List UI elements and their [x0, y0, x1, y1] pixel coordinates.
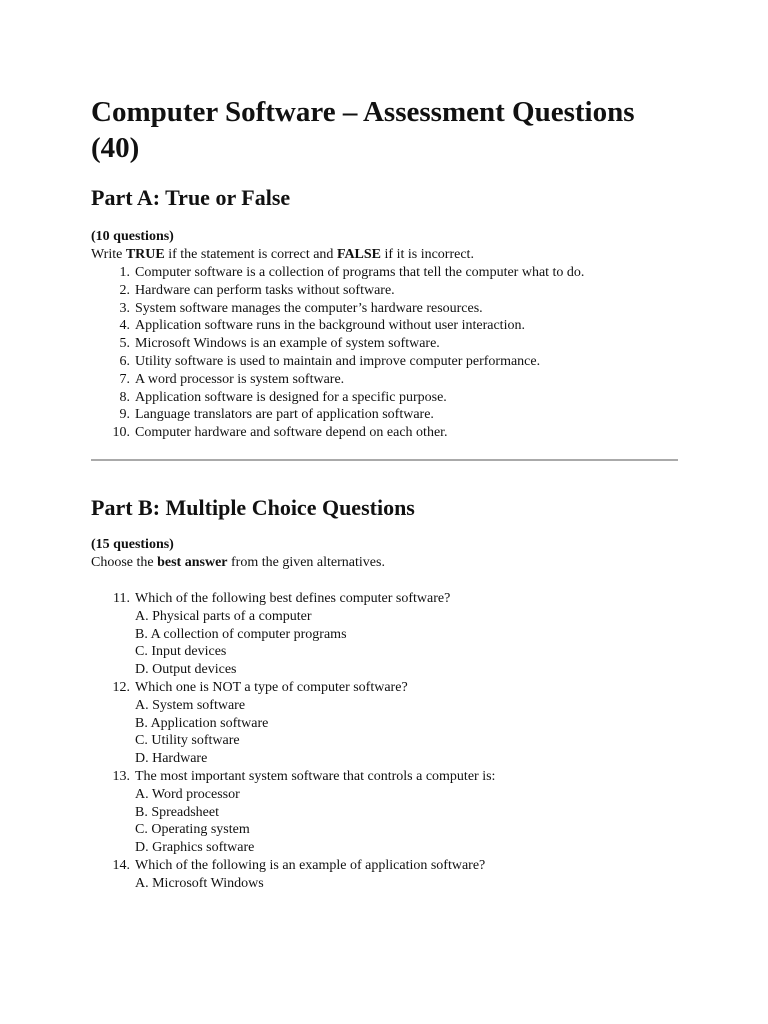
tf-question-item — [91, 353, 681, 371]
answer-option: A. Physical parts of a computer — [135, 608, 312, 624]
question-number — [91, 353, 135, 371]
mcq-question-item — [91, 679, 681, 768]
question-text: Computer software is a collection of programs that tell the computer what to do. — [135, 265, 585, 280]
answer-option: D. Graphics software — [135, 840, 255, 856]
mcq-question-row — [91, 857, 681, 875]
instruction-text: Choose the — [91, 554, 158, 570]
instruction-text: from the given alternatives. — [227, 554, 385, 570]
question-number-label: 2. — [119, 282, 130, 298]
question-number — [91, 406, 135, 424]
question-number — [91, 335, 135, 353]
answer-option: A. Microsoft Windows — [135, 875, 264, 891]
tf-question-item — [91, 282, 681, 300]
question-number — [91, 300, 135, 318]
question-text: A word processor is system software. — [135, 371, 345, 387]
question-number — [91, 857, 135, 875]
tf-question-item — [91, 317, 681, 335]
question-number-label: 4. — [119, 318, 130, 334]
question-text: System software manages the computer’s hardware resources. — [135, 300, 483, 316]
question-number-label: 9. — [119, 407, 130, 423]
tf-question-item — [91, 264, 681, 282]
instruction-text: Write — [91, 247, 126, 262]
true-false-list — [91, 264, 681, 442]
question-number-label: 11. — [113, 590, 130, 606]
instruction-bold-false: FALSE — [336, 247, 382, 262]
document-page — [91, 94, 681, 893]
tf-question-item — [91, 424, 681, 442]
question-number — [91, 768, 135, 786]
mcq-question-item — [91, 590, 681, 679]
mcq-question-item — [91, 857, 681, 893]
tf-question-item — [91, 371, 681, 389]
question-number — [91, 679, 135, 697]
question-number-label: 5. — [119, 336, 130, 352]
answer-option: C. Operating system — [135, 822, 250, 838]
tf-question-item — [91, 406, 681, 424]
part-a-count: (10 questions) — [91, 229, 174, 244]
page-title: Computer Software – Assessment Questions (40) — [91, 96, 635, 164]
answer-option: D. Hardware — [135, 751, 208, 767]
question-number-label: 10. — [112, 425, 130, 441]
question-text: Utility software is used to maintain and improve computer performance. — [135, 353, 541, 369]
question-text: Application software runs in the background without user interaction. — [135, 318, 525, 334]
instruction-text: if the statement is correct and — [164, 247, 337, 262]
part-b-heading: Part B: Multiple Choice Questions — [91, 494, 415, 520]
answer-option: B. Spreadsheet — [135, 804, 219, 820]
question-text: Application software is designed for a specific purpose. — [135, 389, 447, 405]
question-number-label: 3. — [119, 300, 130, 316]
question-text: Microsoft Windows is an example of system software. — [135, 336, 440, 352]
part-b-count: (15 questions) — [91, 536, 174, 552]
question-number — [91, 282, 135, 300]
answer-option: B. Application software — [135, 715, 269, 731]
multiple-choice-list — [91, 590, 681, 893]
instruction-text: if it is incorrect. — [381, 247, 474, 262]
question-text: Hardware can perform tasks without software. — [135, 282, 395, 298]
question-number — [91, 371, 135, 389]
question-text: The most important system software that controls a computer is: — [135, 768, 496, 784]
question-number — [91, 389, 135, 407]
question-number — [91, 264, 135, 282]
question-text: Which of the following best defines computer software? — [135, 590, 451, 606]
question-number-label: 6. — [119, 353, 130, 369]
question-number-label: 8. — [119, 389, 130, 405]
mcq-question-row — [91, 590, 681, 608]
question-text: Computer hardware and software depend on each other. — [135, 425, 448, 441]
answer-option: D. Output devices — [135, 662, 237, 678]
answer-option: C. Input devices — [135, 644, 227, 660]
mcq-question-item — [91, 768, 681, 857]
question-text: Language translators are part of application software. — [135, 407, 434, 423]
part-a-instruction — [91, 246, 681, 264]
tf-question-item — [91, 300, 681, 318]
answer-option: A. Word processor — [135, 786, 240, 802]
question-number — [91, 424, 135, 442]
part-b-instruction — [91, 554, 681, 572]
answer-option: A. System software — [135, 697, 246, 713]
question-text: Which one is NOT a type of computer software? — [135, 679, 408, 695]
question-number-label: 14. — [112, 857, 130, 873]
instruction-bold-true: TRUE — [125, 247, 165, 262]
question-number-label: 12. — [112, 679, 130, 695]
answer-option: C. Utility software — [135, 733, 240, 749]
tf-question-item — [91, 335, 681, 353]
part-a-heading: Part A: True or False — [91, 185, 291, 210]
mcq-question-row — [91, 679, 681, 697]
mcq-question-row — [91, 768, 681, 786]
question-number-label: 7. — [119, 371, 130, 387]
instruction-bold-best-answer: best answer — [157, 554, 228, 570]
question-number-label: 1. — [119, 265, 130, 280]
answer-option: B. A collection of computer programs — [135, 626, 347, 642]
question-text: Which of the following is an example of application software? — [135, 857, 486, 873]
question-number — [91, 590, 135, 608]
question-number-label: 13. — [112, 768, 130, 784]
tf-question-item — [91, 389, 681, 407]
question-number — [91, 317, 135, 335]
section-divider — [91, 459, 678, 461]
